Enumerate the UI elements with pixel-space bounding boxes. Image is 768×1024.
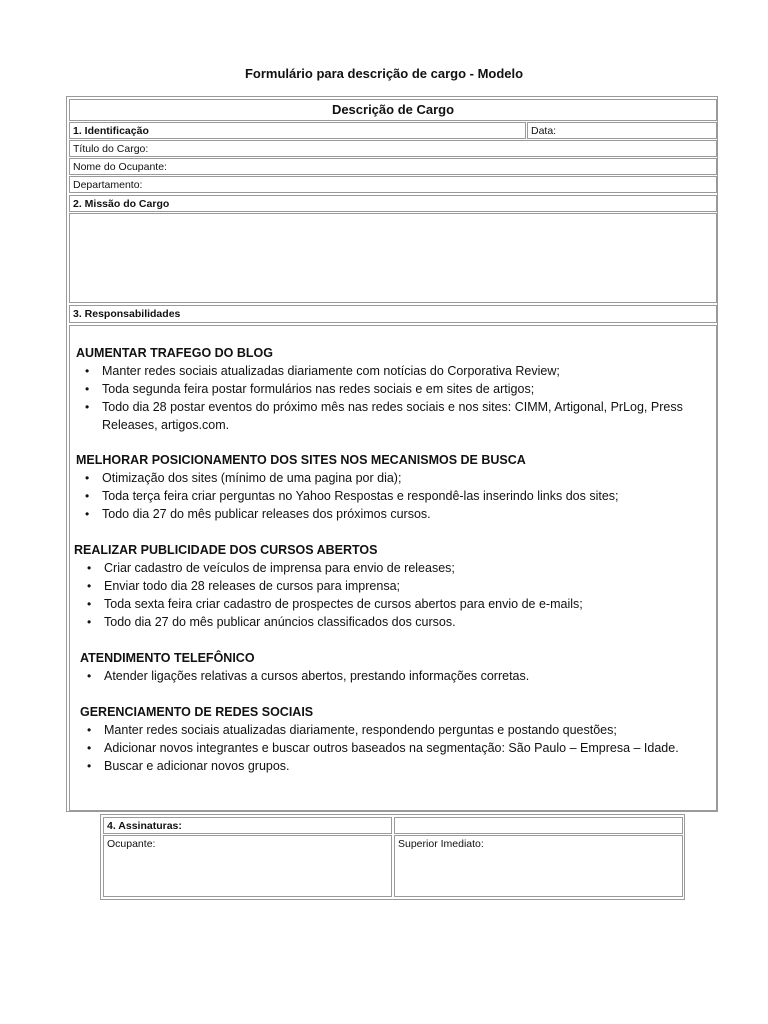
list-item: • Todo dia 28 postar eventos do próximo mês nas redes sociais e nos sites: CIMM, Artigonal, PrLog, Press Releases, artigos.com. bbox=[85, 400, 683, 432]
list-item: • Criar cadastro de veículos de imprensa para envio de releases; bbox=[87, 561, 455, 575]
section-heading: AUMENTAR TRAFEGO DO BLOG bbox=[76, 346, 273, 360]
bullet-icon: • bbox=[87, 597, 92, 611]
list-item: • Todo dia 27 do mês publicar releases dos próximos cursos. bbox=[85, 507, 431, 521]
bullet-icon: • bbox=[85, 471, 90, 485]
occupant-signature-field[interactable]: Ocupante: bbox=[103, 835, 392, 897]
responsibility-section bbox=[76, 451, 716, 523]
list-item: • Manter redes sociais atualizadas diariamente, respondendo perguntas e postando questões; bbox=[87, 723, 617, 737]
section-identificacao-label: 1. Identificação bbox=[69, 122, 526, 139]
job-description-form bbox=[66, 96, 718, 812]
section-heading: MELHORAR POSICIONAMENTO DOS SITES NOS MECANISMOS DE BUSCA bbox=[76, 453, 526, 467]
list-item: • Todo dia 27 do mês publicar anúncios classificados dos cursos. bbox=[87, 615, 456, 629]
signatures-table bbox=[100, 814, 685, 900]
job-title-field[interactable]: Título do Cargo: bbox=[69, 140, 717, 157]
occupant-name-field[interactable]: Nome do Ocupante: bbox=[69, 158, 717, 175]
department-field[interactable]: Departamento: bbox=[69, 176, 717, 193]
list-item: • Enviar todo dia 28 releases de cursos para imprensa; bbox=[87, 579, 400, 593]
bullet-icon: • bbox=[85, 364, 90, 378]
responsibility-section bbox=[74, 541, 716, 631]
bullet-icon: • bbox=[87, 579, 92, 593]
list-item: • Atender ligações relativas a cursos abertos, prestando informações corretas. bbox=[87, 669, 530, 683]
list-item: • Toda terça feira criar perguntas no Yahoo Respostas e respondê-las inserindo links dos sites; bbox=[85, 489, 619, 503]
supervisor-signature-field[interactable]: Superior Imediato: bbox=[394, 835, 683, 897]
bullet-icon: • bbox=[87, 723, 92, 737]
responsibilities-body bbox=[69, 325, 717, 811]
section-responsabilidades-label: 3. Responsabilidades bbox=[69, 305, 717, 323]
list-item: • Buscar e adicionar novos grupos. bbox=[87, 759, 290, 773]
section-heading: ATENDIMENTO TELEFÔNICO bbox=[80, 651, 255, 665]
bullet-icon: • bbox=[87, 669, 92, 683]
list-item: • Otimização dos sites (mínimo de uma pagina por dia); bbox=[85, 471, 402, 485]
signatures-heading: 4. Assinaturas: bbox=[103, 817, 392, 834]
list-item: • Adicionar novos integrantes e buscar outros baseados na segmentação: São Paulo – Empresa – Idade. bbox=[87, 741, 679, 755]
responsibility-section bbox=[76, 344, 716, 434]
document-title: Formulário para descrição de cargo - Modelo bbox=[244, 66, 524, 81]
responsibility-section bbox=[80, 703, 716, 775]
bullet-icon: • bbox=[87, 759, 92, 773]
section-missao-label: 2. Missão do Cargo bbox=[69, 195, 717, 212]
bullet-icon: • bbox=[87, 741, 92, 755]
list-item: • Toda sexta feira criar cadastro de prospectes de cursos abertos para envio de e-mails; bbox=[87, 597, 583, 611]
bullet-icon: • bbox=[87, 561, 92, 575]
responsibility-section bbox=[80, 649, 716, 685]
bullet-icon: • bbox=[85, 489, 90, 503]
section-heading: GERENCIAMENTO DE REDES SOCIAIS bbox=[80, 705, 314, 719]
bullet-icon: • bbox=[87, 615, 92, 629]
form-header: Descrição de Cargo bbox=[69, 99, 717, 121]
bullet-icon: • bbox=[85, 400, 90, 414]
bullet-icon: • bbox=[85, 507, 90, 521]
list-item: • Toda segunda feira postar formulários nas redes sociais e em sites de artigos; bbox=[85, 382, 535, 396]
date-field[interactable]: Data: bbox=[527, 122, 717, 139]
section-heading: REALIZAR PUBLICIDADE DOS CURSOS ABERTOS bbox=[74, 543, 378, 557]
list-item: • Manter redes sociais atualizadas diariamente com notícias do Corporativa Review; bbox=[85, 364, 560, 378]
mission-field[interactable] bbox=[69, 213, 717, 303]
bullet-icon: • bbox=[85, 382, 90, 396]
signatures-heading-empty bbox=[394, 817, 683, 834]
